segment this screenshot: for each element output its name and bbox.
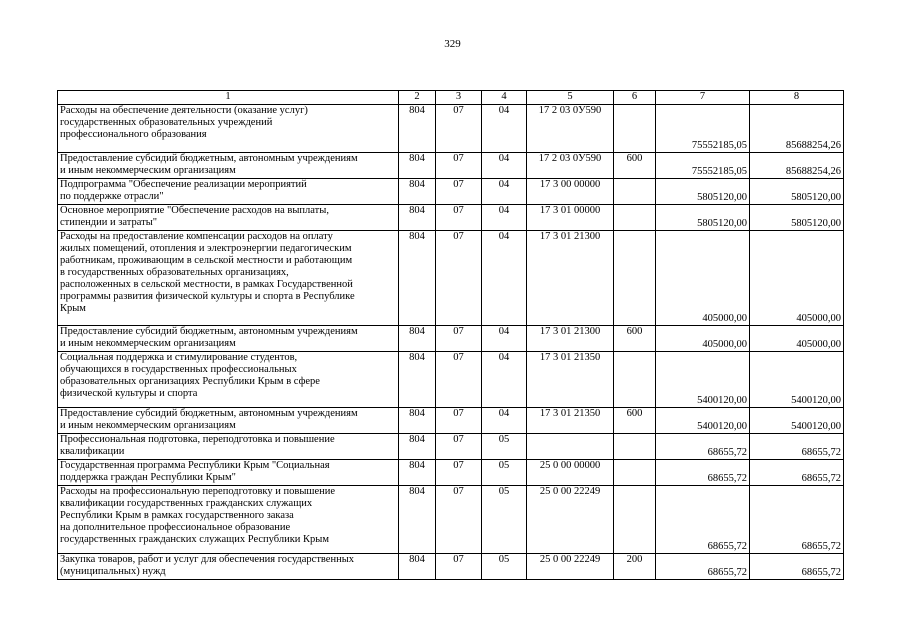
row-code-6	[614, 460, 656, 486]
row-code-5	[527, 434, 614, 460]
row-code-4: 05	[482, 434, 527, 460]
row-code-5: 25 0 00 22249	[527, 486, 614, 554]
row-code-2: 804	[399, 408, 436, 434]
row-code-3: 07	[436, 434, 482, 460]
col-header: 1	[58, 91, 399, 105]
row-description: Предоставление субсидий бюджетным, автономным учреждениям и иным некоммерческим организациям	[58, 408, 399, 434]
row-code-3: 07	[436, 153, 482, 179]
row-code-3: 07	[436, 554, 482, 580]
row-code-2: 804	[399, 460, 436, 486]
row-description: Расходы на профессиональную переподготовку и повышение квалификации государственных гражданских служащих Республики Крым в рамках государственного заказа на дополнительное профессиональное образование государственных гражданских служащих Республики Крым	[58, 486, 399, 554]
row-code-2: 804	[399, 153, 436, 179]
row-code-2: 804	[399, 326, 436, 352]
row-code-6	[614, 179, 656, 205]
table-row	[58, 205, 844, 231]
row-description: Предоставление субсидий бюджетным, автономным учреждениям и иным некоммерческим организациям	[58, 326, 399, 352]
row-code-4: 05	[482, 486, 527, 554]
row-code-4: 04	[482, 105, 527, 153]
row-code-5: 17 2 03 0У590	[527, 153, 614, 179]
row-code-6: 600	[614, 408, 656, 434]
table-row	[58, 153, 844, 179]
row-code-5: 17 3 01 00000	[527, 205, 614, 231]
row-amount-8: 5805120,00	[750, 179, 844, 205]
row-description: Основное мероприятие "Обеспечение расходов на выплаты, стипендии и затраты"	[58, 205, 399, 231]
row-code-4: 05	[482, 460, 527, 486]
col-header: 3	[436, 91, 482, 105]
row-code-4: 04	[482, 179, 527, 205]
row-code-5: 17 2 03 0У590	[527, 105, 614, 153]
row-amount-7: 75552185,05	[656, 153, 750, 179]
row-code-6: 600	[614, 326, 656, 352]
row-code-2: 804	[399, 352, 436, 408]
row-amount-7: 68655,72	[656, 434, 750, 460]
row-amount-8: 85688254,26	[750, 153, 844, 179]
row-amount-7: 405000,00	[656, 231, 750, 326]
row-amount-8: 405000,00	[750, 326, 844, 352]
budget-table	[57, 90, 844, 580]
row-code-3: 07	[436, 231, 482, 326]
row-code-5: 17 3 01 21350	[527, 408, 614, 434]
table-row	[58, 105, 844, 153]
table-row	[58, 326, 844, 352]
row-code-2: 804	[399, 486, 436, 554]
row-amount-8: 68655,72	[750, 434, 844, 460]
row-amount-8: 5400120,00	[750, 408, 844, 434]
row-amount-7: 75552185,05	[656, 105, 750, 153]
row-amount-7: 5805120,00	[656, 205, 750, 231]
row-description: Профессиональная подготовка, переподготовка и повышение квалификации	[58, 434, 399, 460]
header-row	[58, 91, 844, 105]
row-amount-7: 5400120,00	[656, 408, 750, 434]
row-code-2: 804	[399, 179, 436, 205]
row-amount-8: 68655,72	[750, 460, 844, 486]
row-code-6	[614, 231, 656, 326]
row-code-3: 07	[436, 105, 482, 153]
col-header: 8	[750, 91, 844, 105]
row-amount-7: 68655,72	[656, 554, 750, 580]
col-header: 5	[527, 91, 614, 105]
row-code-3: 07	[436, 179, 482, 205]
table-row	[58, 434, 844, 460]
row-code-6	[614, 105, 656, 153]
row-amount-7: 405000,00	[656, 326, 750, 352]
row-code-4: 04	[482, 408, 527, 434]
row-amount-8: 405000,00	[750, 231, 844, 326]
row-code-2: 804	[399, 434, 436, 460]
row-code-3: 07	[436, 408, 482, 434]
page-number: 329	[444, 38, 461, 50]
row-code-3: 07	[436, 352, 482, 408]
row-code-5: 25 0 00 00000	[527, 460, 614, 486]
row-description: Закупка товаров, работ и услуг для обеспечения государственных (муниципальных) нужд	[58, 554, 399, 580]
row-amount-7: 68655,72	[656, 460, 750, 486]
row-amount-8: 68655,72	[750, 486, 844, 554]
row-amount-8: 85688254,26	[750, 105, 844, 153]
row-code-4: 05	[482, 554, 527, 580]
row-code-4: 04	[482, 153, 527, 179]
row-code-5: 17 3 01 21300	[527, 326, 614, 352]
row-code-2: 804	[399, 231, 436, 326]
row-code-4: 04	[482, 231, 527, 326]
row-code-6	[614, 434, 656, 460]
row-code-3: 07	[436, 486, 482, 554]
table-row	[58, 486, 844, 554]
row-description: Предоставление субсидий бюджетным, автономным учреждениям и иным некоммерческим организациям	[58, 153, 399, 179]
col-header: 2	[399, 91, 436, 105]
row-description: Расходы на предоставление компенсации расходов на оплату жилых помещений, отопления и электроэнергии педагогическим работникам, проживающим в сельской местности и работающим в государственных образовательных организациях, расположенных в сельской местности, в рамках Государственной программы развития физической культуры и спорта в Республике Крым	[58, 231, 399, 326]
row-code-3: 07	[436, 326, 482, 352]
row-code-6: 200	[614, 554, 656, 580]
row-description: Государственная программа Республики Крым "Социальная поддержка граждан Республики Крым"	[58, 460, 399, 486]
row-code-6	[614, 205, 656, 231]
col-header: 4	[482, 91, 527, 105]
row-code-3: 07	[436, 205, 482, 231]
table-row	[58, 179, 844, 205]
row-code-2: 804	[399, 554, 436, 580]
row-amount-7: 68655,72	[656, 486, 750, 554]
row-code-2: 804	[399, 205, 436, 231]
row-code-2: 804	[399, 105, 436, 153]
row-amount-8: 68655,72	[750, 554, 844, 580]
row-description: Социальная поддержка и стимулирование студентов, обучающихся в государственных профессиональных образовательных организациях Республики Крым в сфере физической культуры и спорта	[58, 352, 399, 408]
row-code-5: 17 3 01 21350	[527, 352, 614, 408]
row-amount-8: 5400120,00	[750, 352, 844, 408]
row-amount-7: 5400120,00	[656, 352, 750, 408]
row-code-5: 17 3 01 21300	[527, 231, 614, 326]
table-row	[58, 231, 844, 326]
table-row	[58, 352, 844, 408]
row-amount-8: 5805120,00	[750, 205, 844, 231]
row-description: Расходы на обеспечение деятельности (оказание услуг) государственных образовательных учреждений профессионального образования	[58, 105, 399, 153]
row-code-6: 600	[614, 153, 656, 179]
row-code-4: 04	[482, 326, 527, 352]
table-row	[58, 408, 844, 434]
row-code-6	[614, 486, 656, 554]
row-code-5: 25 0 00 22249	[527, 554, 614, 580]
row-code-3: 07	[436, 460, 482, 486]
table-row	[58, 554, 844, 580]
row-description: Подпрограмма "Обеспечение реализации мероприятий по поддержке отрасли"	[58, 179, 399, 205]
row-amount-7: 5805120,00	[656, 179, 750, 205]
row-code-4: 04	[482, 205, 527, 231]
col-header: 7	[656, 91, 750, 105]
row-code-6	[614, 352, 656, 408]
col-header: 6	[614, 91, 656, 105]
table-row	[58, 460, 844, 486]
row-code-5: 17 3 00 00000	[527, 179, 614, 205]
row-code-4: 04	[482, 352, 527, 408]
